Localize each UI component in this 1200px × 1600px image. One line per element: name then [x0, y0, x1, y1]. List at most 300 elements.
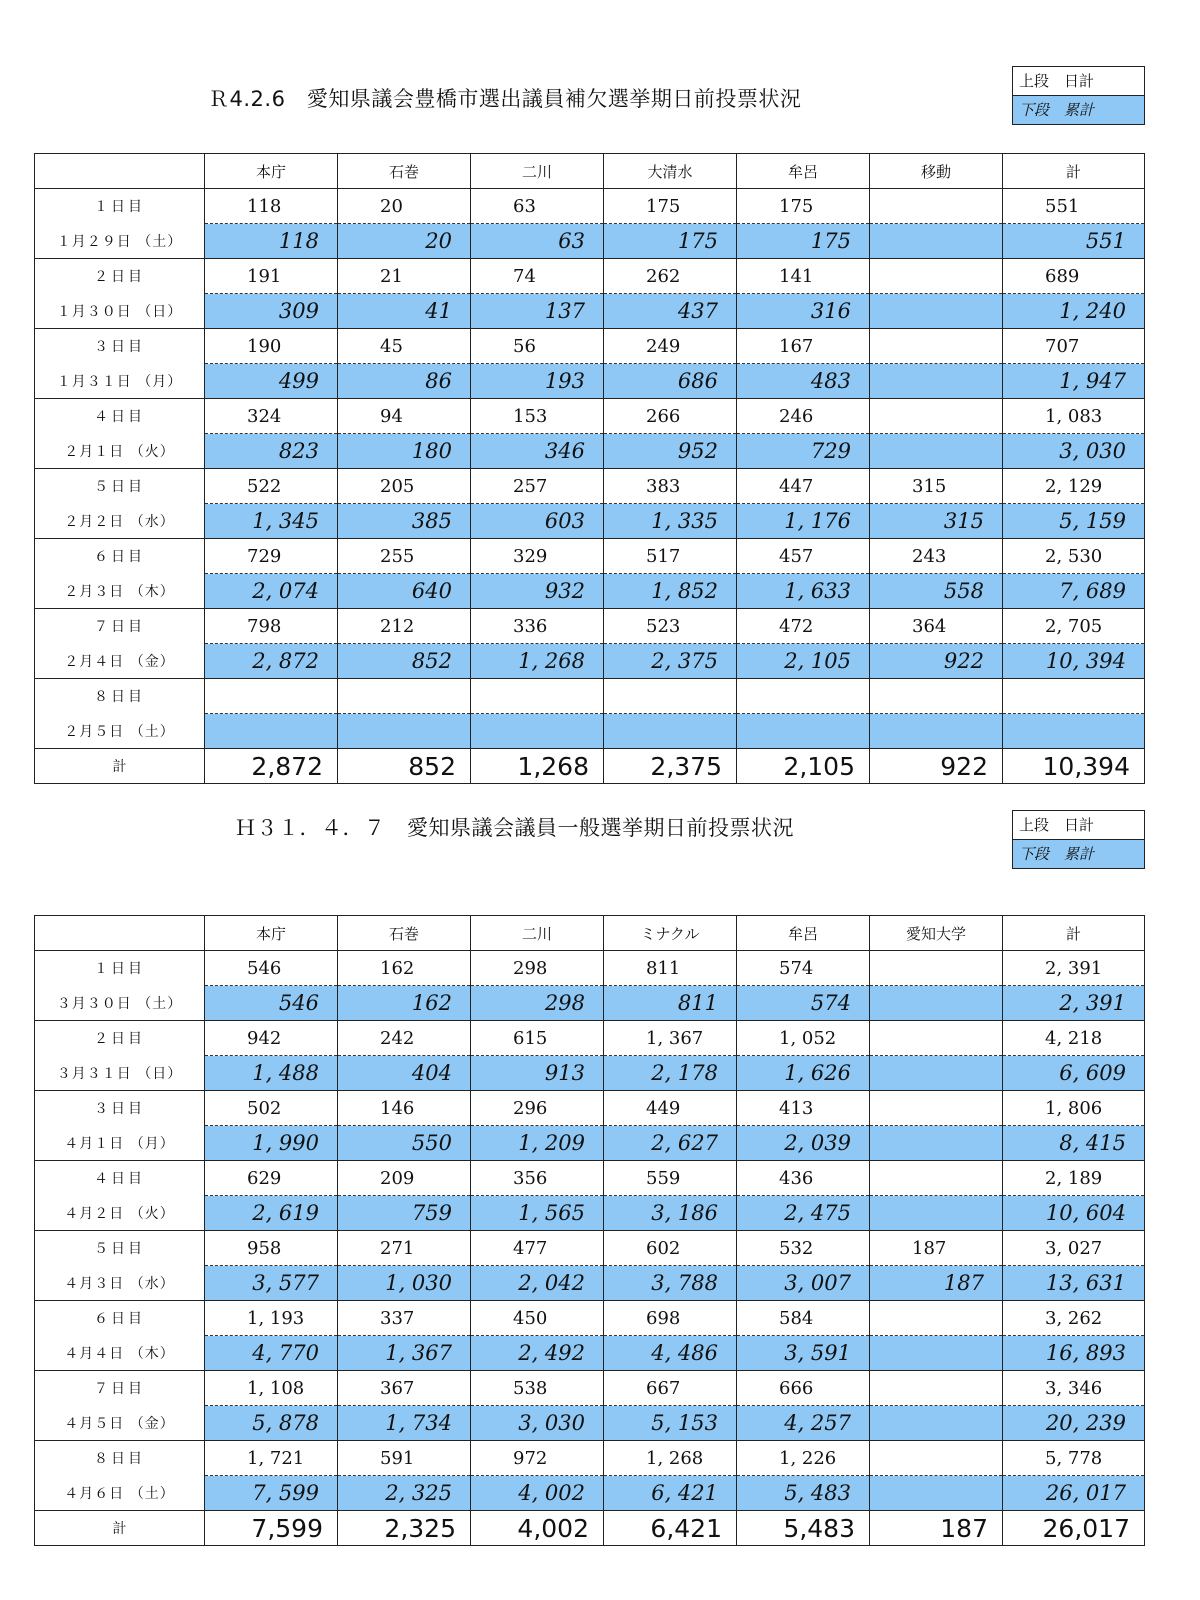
daily-cell: 1, 052	[737, 1021, 870, 1056]
cumulative-cell: 2, 475	[737, 1196, 870, 1231]
daily-cell: 532	[737, 1231, 870, 1266]
daily-cell: 942	[205, 1021, 338, 1056]
daily-cell: 266	[604, 399, 737, 434]
table-row-cumulative	[35, 1406, 1145, 1441]
cumulative-cell: 63	[471, 224, 604, 259]
date-label: ２月４日 （金）	[35, 644, 205, 679]
daily-cell: 3, 262	[1003, 1301, 1145, 1336]
total-cell: 26,017	[1003, 1511, 1145, 1546]
cumulative-cell: 550	[338, 1126, 471, 1161]
daily-cell: 3, 346	[1003, 1371, 1145, 1406]
total-cell: 4,002	[471, 1511, 604, 1546]
cumulative-cell: 686	[604, 364, 737, 399]
table-row-daily	[35, 951, 1145, 986]
daily-cell: 574	[737, 951, 870, 986]
total-cell: 922	[870, 749, 1003, 784]
table-row-daily	[35, 1441, 1145, 1476]
day-label: ５日目	[35, 1231, 205, 1266]
total-cell: 6,421	[604, 1511, 737, 1546]
cumulative-cell: 2, 375	[604, 644, 737, 679]
cumulative-cell: 175	[737, 224, 870, 259]
table-row-cumulative	[35, 714, 1145, 749]
daily-cell: 191	[205, 259, 338, 294]
date-label: ４月５日 （金）	[35, 1406, 205, 1441]
cumulative-cell: 10, 394	[1003, 644, 1145, 679]
cumulative-cell: 385	[338, 504, 471, 539]
table-row-cumulative	[35, 1336, 1145, 1371]
cumulative-cell: 2, 391	[1003, 986, 1145, 1021]
cumulative-cell: 1, 990	[205, 1126, 338, 1161]
cumulative-cell: 6, 421	[604, 1476, 737, 1511]
daily-cell: 153	[471, 399, 604, 434]
cumulative-cell: 551	[1003, 224, 1145, 259]
cumulative-cell: 1, 947	[1003, 364, 1145, 399]
table-row-daily	[35, 329, 1145, 364]
column-header: 二川	[471, 916, 604, 951]
cumulative-cell: 193	[471, 364, 604, 399]
table-row-cumulative	[35, 364, 1145, 399]
cumulative-cell: 5, 878	[205, 1406, 338, 1441]
cumulative-cell: 1, 345	[205, 504, 338, 539]
table-row-cumulative	[35, 1266, 1145, 1301]
cumulative-cell: 3, 591	[737, 1336, 870, 1371]
daily-cell	[870, 259, 1003, 294]
cumulative-cell: 10, 604	[1003, 1196, 1145, 1231]
column-header: ミナクル	[604, 916, 737, 951]
cumulative-cell: 4, 257	[737, 1406, 870, 1441]
date-label: １月２９日 （土）	[35, 224, 205, 259]
cumulative-cell: 1, 335	[604, 504, 737, 539]
daily-cell: 667	[604, 1371, 737, 1406]
daily-cell: 666	[737, 1371, 870, 1406]
header-row	[35, 916, 1145, 951]
daily-cell: 255	[338, 539, 471, 574]
table-row-daily	[35, 609, 1145, 644]
daily-cell: 356	[471, 1161, 604, 1196]
legend-box	[1012, 66, 1145, 125]
daily-cell: 298	[471, 951, 604, 986]
table-row-cumulative	[35, 434, 1145, 469]
cumulative-cell: 546	[205, 986, 338, 1021]
daily-cell: 1, 268	[604, 1441, 737, 1476]
voting-table	[34, 915, 1145, 1546]
cumulative-cell: 162	[338, 986, 471, 1021]
table-row-cumulative	[35, 1196, 1145, 1231]
table-row-daily	[35, 539, 1145, 574]
cumulative-cell: 437	[604, 294, 737, 329]
daily-cell: 63	[471, 189, 604, 224]
cumulative-cell: 922	[870, 644, 1003, 679]
cumulative-cell	[870, 986, 1003, 1021]
table-row-cumulative	[35, 1476, 1145, 1511]
daily-cell: 629	[205, 1161, 338, 1196]
total-cell: 2,325	[338, 1511, 471, 1546]
daily-cell	[870, 329, 1003, 364]
daily-cell	[870, 1371, 1003, 1406]
cumulative-cell: 187	[870, 1266, 1003, 1301]
cumulative-cell: 7, 599	[205, 1476, 338, 1511]
daily-cell: 1, 108	[205, 1371, 338, 1406]
daily-cell: 209	[338, 1161, 471, 1196]
daily-cell	[870, 1161, 1003, 1196]
daily-cell: 689	[1003, 259, 1145, 294]
daily-cell: 449	[604, 1091, 737, 1126]
cumulative-cell: 16, 893	[1003, 1336, 1145, 1371]
date-label: ４月２日 （火）	[35, 1196, 205, 1231]
daily-cell: 94	[338, 399, 471, 434]
cumulative-cell: 1, 852	[604, 574, 737, 609]
column-header: 愛知大学	[870, 916, 1003, 951]
date-label: ２月１日 （火）	[35, 434, 205, 469]
cumulative-cell: 574	[737, 986, 870, 1021]
cumulative-cell: 1, 565	[471, 1196, 604, 1231]
column-header: 移動	[870, 154, 1003, 189]
cumulative-cell: 2, 074	[205, 574, 338, 609]
column-header: 本庁	[205, 154, 338, 189]
cumulative-cell: 1, 209	[471, 1126, 604, 1161]
daily-cell: 958	[205, 1231, 338, 1266]
total-cell: 2,872	[205, 749, 338, 784]
daily-cell: 2, 530	[1003, 539, 1145, 574]
legend-cumulative: 下段 累計	[1013, 95, 1144, 124]
cumulative-cell: 823	[205, 434, 338, 469]
table-row-daily	[35, 399, 1145, 434]
cumulative-cell: 1, 176	[737, 504, 870, 539]
table-row-daily	[35, 1301, 1145, 1336]
column-header: 二川	[471, 154, 604, 189]
daily-cell: 56	[471, 329, 604, 364]
total-cell: 2,375	[604, 749, 737, 784]
legend-daily: 上段 日計	[1019, 72, 1095, 90]
column-header: 大清水	[604, 154, 737, 189]
cumulative-cell: 1, 030	[338, 1266, 471, 1301]
header-row	[35, 154, 1145, 189]
daily-cell: 20	[338, 189, 471, 224]
column-header: 牟呂	[737, 154, 870, 189]
cumulative-cell: 640	[338, 574, 471, 609]
cumulative-cell: 1, 626	[737, 1056, 870, 1091]
cumulative-cell: 316	[737, 294, 870, 329]
daily-cell: 472	[737, 609, 870, 644]
day-label: ８日目	[35, 1441, 205, 1476]
table-row-cumulative	[35, 574, 1145, 609]
cumulative-cell: 4, 002	[471, 1476, 604, 1511]
daily-cell: 502	[205, 1091, 338, 1126]
daily-cell: 729	[205, 539, 338, 574]
day-label: ３日目	[35, 329, 205, 364]
cumulative-cell: 298	[471, 986, 604, 1021]
daily-cell: 615	[471, 1021, 604, 1056]
daily-cell: 329	[471, 539, 604, 574]
cumulative-cell: 729	[737, 434, 870, 469]
cumulative-cell: 315	[870, 504, 1003, 539]
cumulative-cell: 483	[737, 364, 870, 399]
cumulative-cell: 13, 631	[1003, 1266, 1145, 1301]
date-label: ４月６日 （土）	[35, 1476, 205, 1511]
cumulative-cell	[870, 434, 1003, 469]
cumulative-cell	[870, 1196, 1003, 1231]
day-label: １日目	[35, 951, 205, 986]
day-label: ６日目	[35, 539, 205, 574]
column-header: 石巻	[338, 916, 471, 951]
daily-cell: 146	[338, 1091, 471, 1126]
cumulative-cell: 2, 492	[471, 1336, 604, 1371]
daily-cell: 162	[338, 951, 471, 986]
daily-cell: 591	[338, 1441, 471, 1476]
daily-cell: 364	[870, 609, 1003, 644]
total-row	[35, 1511, 1145, 1546]
daily-cell: 45	[338, 329, 471, 364]
legend-box	[1012, 810, 1145, 869]
day-label: ６日目	[35, 1301, 205, 1336]
total-cell: 7,599	[205, 1511, 338, 1546]
cumulative-cell: 26, 017	[1003, 1476, 1145, 1511]
daily-cell: 811	[604, 951, 737, 986]
cumulative-cell: 2, 178	[604, 1056, 737, 1091]
cumulative-cell: 5, 483	[737, 1476, 870, 1511]
day-label: ２日目	[35, 259, 205, 294]
table-row-cumulative	[35, 504, 1145, 539]
table-row-cumulative	[35, 1056, 1145, 1091]
daily-cell: 538	[471, 1371, 604, 1406]
table-row-daily	[35, 1161, 1145, 1196]
cumulative-cell: 913	[471, 1056, 604, 1091]
cumulative-cell: 118	[205, 224, 338, 259]
cumulative-cell: 1, 633	[737, 574, 870, 609]
daily-cell: 707	[1003, 329, 1145, 364]
column-header: 石巻	[338, 154, 471, 189]
cumulative-cell: 5, 159	[1003, 504, 1145, 539]
daily-cell: 118	[205, 189, 338, 224]
cumulative-cell: 86	[338, 364, 471, 399]
column-header: 計	[1003, 154, 1145, 189]
daily-cell: 175	[737, 189, 870, 224]
cumulative-cell: 932	[471, 574, 604, 609]
daily-cell: 367	[338, 1371, 471, 1406]
day-label: ２日目	[35, 1021, 205, 1056]
cumulative-cell: 3, 186	[604, 1196, 737, 1231]
daily-cell: 296	[471, 1091, 604, 1126]
daily-cell: 315	[870, 469, 1003, 504]
daily-cell: 584	[737, 1301, 870, 1336]
daily-cell	[338, 679, 471, 714]
daily-cell	[870, 679, 1003, 714]
voting-table	[34, 153, 1145, 784]
cumulative-cell: 3, 030	[1003, 434, 1145, 469]
cumulative-cell	[870, 1406, 1003, 1441]
daily-cell: 167	[737, 329, 870, 364]
daily-cell	[870, 1301, 1003, 1336]
table-row-daily	[35, 1231, 1145, 1266]
day-label: ４日目	[35, 1161, 205, 1196]
page-title: Ｈ３１．４．７ 愛知県議会議員一般選挙期日前投票状況	[235, 816, 794, 840]
cumulative-cell	[471, 714, 604, 749]
date-label: ２月５日 （土）	[35, 714, 205, 749]
table-row-cumulative	[35, 986, 1145, 1021]
daily-cell: 450	[471, 1301, 604, 1336]
table-row-daily	[35, 679, 1145, 714]
day-label: １日目	[35, 189, 205, 224]
daily-cell	[471, 679, 604, 714]
table-row-cumulative	[35, 224, 1145, 259]
daily-cell: 249	[604, 329, 737, 364]
cumulative-cell: 3, 007	[737, 1266, 870, 1301]
cumulative-cell: 1, 268	[471, 644, 604, 679]
total-cell: 5,483	[737, 1511, 870, 1546]
daily-cell: 436	[737, 1161, 870, 1196]
date-label: ３月３１日 （日）	[35, 1056, 205, 1091]
column-header: 牟呂	[737, 916, 870, 951]
daily-cell: 523	[604, 609, 737, 644]
daily-cell: 271	[338, 1231, 471, 1266]
cumulative-cell: 20, 239	[1003, 1406, 1145, 1441]
cumulative-cell: 1, 367	[338, 1336, 471, 1371]
cumulative-cell: 3, 030	[471, 1406, 604, 1441]
daily-cell: 257	[471, 469, 604, 504]
cumulative-cell: 20	[338, 224, 471, 259]
daily-cell: 74	[471, 259, 604, 294]
legend-daily: 上段 日計	[1019, 816, 1095, 834]
cumulative-cell: 2, 042	[471, 1266, 604, 1301]
table-row-daily	[35, 1091, 1145, 1126]
daily-cell: 413	[737, 1091, 870, 1126]
cumulative-cell	[870, 1056, 1003, 1091]
cumulative-cell: 2, 039	[737, 1126, 870, 1161]
total-cell: 1,268	[471, 749, 604, 784]
cumulative-cell: 2, 627	[604, 1126, 737, 1161]
cumulative-cell: 2, 105	[737, 644, 870, 679]
cumulative-cell	[870, 714, 1003, 749]
cumulative-cell: 309	[205, 294, 338, 329]
daily-cell: 972	[471, 1441, 604, 1476]
date-label: ２月３日 （木）	[35, 574, 205, 609]
cumulative-cell: 558	[870, 574, 1003, 609]
daily-cell: 2, 189	[1003, 1161, 1145, 1196]
cumulative-cell: 811	[604, 986, 737, 1021]
daily-cell	[870, 189, 1003, 224]
daily-cell: 190	[205, 329, 338, 364]
daily-cell: 798	[205, 609, 338, 644]
cumulative-cell: 852	[338, 644, 471, 679]
cumulative-cell: 346	[471, 434, 604, 469]
daily-cell: 242	[338, 1021, 471, 1056]
cumulative-cell	[870, 364, 1003, 399]
daily-cell: 1, 721	[205, 1441, 338, 1476]
daily-cell: 336	[471, 609, 604, 644]
daily-cell: 477	[471, 1231, 604, 1266]
cumulative-cell: 2, 872	[205, 644, 338, 679]
daily-cell	[870, 1091, 1003, 1126]
daily-cell	[1003, 679, 1145, 714]
daily-cell: 457	[737, 539, 870, 574]
table-row-daily	[35, 189, 1145, 224]
total-cell: 10,394	[1003, 749, 1145, 784]
daily-cell: 5, 778	[1003, 1441, 1145, 1476]
daily-cell: 698	[604, 1301, 737, 1336]
cumulative-cell: 4, 486	[604, 1336, 737, 1371]
cumulative-cell	[870, 1476, 1003, 1511]
column-header	[35, 916, 205, 951]
day-label: ３日目	[35, 1091, 205, 1126]
cumulative-cell: 2, 325	[338, 1476, 471, 1511]
daily-cell: 2, 391	[1003, 951, 1145, 986]
cumulative-cell: 180	[338, 434, 471, 469]
daily-cell: 262	[604, 259, 737, 294]
cumulative-cell: 6, 609	[1003, 1056, 1145, 1091]
date-label: ２月２日 （水）	[35, 504, 205, 539]
total-cell: 852	[338, 749, 471, 784]
total-label: 計	[35, 749, 205, 784]
daily-cell	[604, 679, 737, 714]
column-header: 本庁	[205, 916, 338, 951]
daily-cell: 3, 027	[1003, 1231, 1145, 1266]
cumulative-cell: 7, 689	[1003, 574, 1145, 609]
legend-cumulative: 下段 累計	[1013, 839, 1144, 868]
daily-cell: 4, 218	[1003, 1021, 1145, 1056]
cumulative-cell	[205, 714, 338, 749]
cumulative-cell: 3, 577	[205, 1266, 338, 1301]
total-row	[35, 749, 1145, 784]
cumulative-cell	[737, 714, 870, 749]
table-row-daily	[35, 469, 1145, 504]
cumulative-cell: 5, 153	[604, 1406, 737, 1441]
table-row-daily	[35, 1371, 1145, 1406]
date-label: ４月１日 （月）	[35, 1126, 205, 1161]
total-label: 計	[35, 1511, 205, 1546]
daily-cell: 517	[604, 539, 737, 574]
cumulative-cell: 603	[471, 504, 604, 539]
cumulative-cell: 1, 734	[338, 1406, 471, 1441]
total-cell: 2,105	[737, 749, 870, 784]
daily-cell	[870, 399, 1003, 434]
daily-cell: 187	[870, 1231, 1003, 1266]
daily-cell: 1, 083	[1003, 399, 1145, 434]
cumulative-cell: 137	[471, 294, 604, 329]
daily-cell: 324	[205, 399, 338, 434]
cumulative-cell	[870, 294, 1003, 329]
daily-cell	[870, 1441, 1003, 1476]
cumulative-cell: 175	[604, 224, 737, 259]
date-label: ４月３日 （水）	[35, 1266, 205, 1301]
cumulative-cell: 1, 488	[205, 1056, 338, 1091]
table-row-cumulative	[35, 1126, 1145, 1161]
daily-cell: 1, 193	[205, 1301, 338, 1336]
daily-cell: 1, 367	[604, 1021, 737, 1056]
page-title: Ｒ4.2.6 愛知県議会豊橋市選出議員補欠選挙期日前投票状況	[208, 87, 802, 111]
daily-cell	[737, 679, 870, 714]
cumulative-cell	[870, 1126, 1003, 1161]
daily-cell: 2, 705	[1003, 609, 1145, 644]
day-label: ７日目	[35, 1371, 205, 1406]
table-row-daily	[35, 259, 1145, 294]
cumulative-cell: 952	[604, 434, 737, 469]
cumulative-cell: 404	[338, 1056, 471, 1091]
daily-cell: 175	[604, 189, 737, 224]
daily-cell: 559	[604, 1161, 737, 1196]
table-row-daily	[35, 1021, 1145, 1056]
cumulative-cell: 4, 770	[205, 1336, 338, 1371]
cumulative-cell	[604, 714, 737, 749]
daily-cell	[870, 951, 1003, 986]
cumulative-cell: 2, 619	[205, 1196, 338, 1231]
day-label: ７日目	[35, 609, 205, 644]
date-label: １月３０日 （日）	[35, 294, 205, 329]
cumulative-cell	[1003, 714, 1145, 749]
column-header	[35, 154, 205, 189]
daily-cell: 522	[205, 469, 338, 504]
daily-cell: 551	[1003, 189, 1145, 224]
daily-cell	[870, 1021, 1003, 1056]
